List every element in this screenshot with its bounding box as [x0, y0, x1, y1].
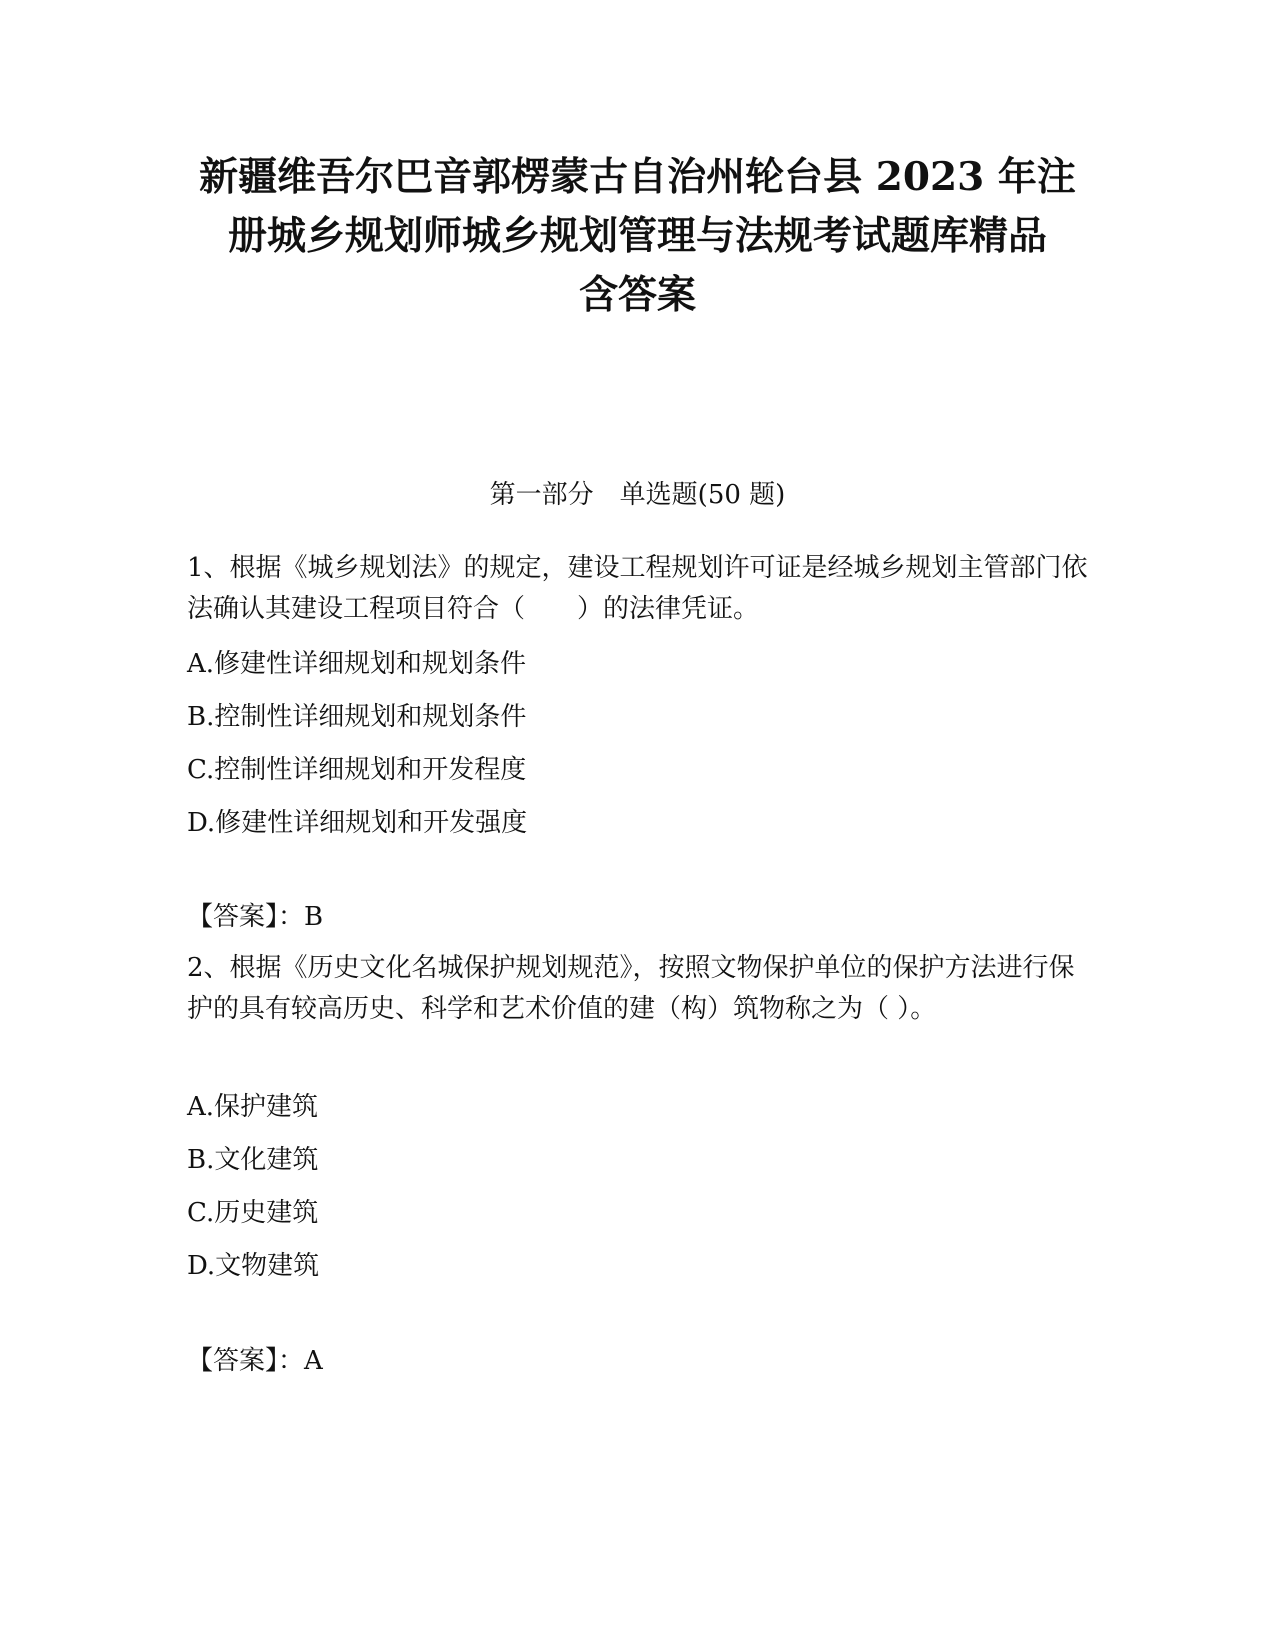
title-line-1: 新疆维吾尔巴音郭楞蒙古自治州轮台县 2023 年注 — [199, 154, 1076, 200]
question-2-answer: 【答案】：A — [187, 1346, 323, 1376]
question-1-option-a: A.修建性详细规划和规划条件 — [187, 649, 527, 679]
question-1-stem: 1、根据《城乡规划法》的规定，建设工程规划许可证是经城乡规划主管部门依法确认其建设工程项目符合（ ）的法律凭证。 — [187, 553, 1088, 624]
question-1-option-b: B.控制性详细规划和规划条件 — [187, 702, 527, 732]
section-heading: 第一部分 单选题(50 题) — [489, 480, 786, 510]
question-2-option-a: A.保护建筑 — [187, 1092, 319, 1122]
document-title — [170, 148, 1105, 325]
question-1-option-d: D.修建性详细规划和开发强度 — [187, 808, 528, 838]
question-1-option-c: C.控制性详细规划和开发程度 — [187, 755, 527, 785]
title-line-2: 册城乡规划师城乡规划管理与法规考试题库精品 — [227, 213, 1047, 259]
question-2-option-d: D.文物建筑 — [187, 1251, 320, 1281]
question-1-answer: 【答案】：B — [187, 902, 324, 932]
question-2-stem: 2、根据《历史文化名城保护规划规范》，按照文物保护单位的保护方法进行保护的具有较高历史、科学和艺术价值的建（构）筑物称之为（ ）。 — [187, 953, 1075, 1024]
question-2-option-b: B.文化建筑 — [187, 1145, 319, 1175]
title-line-3: 含答案 — [578, 272, 696, 318]
question-2-option-c: C.历史建筑 — [187, 1198, 319, 1228]
